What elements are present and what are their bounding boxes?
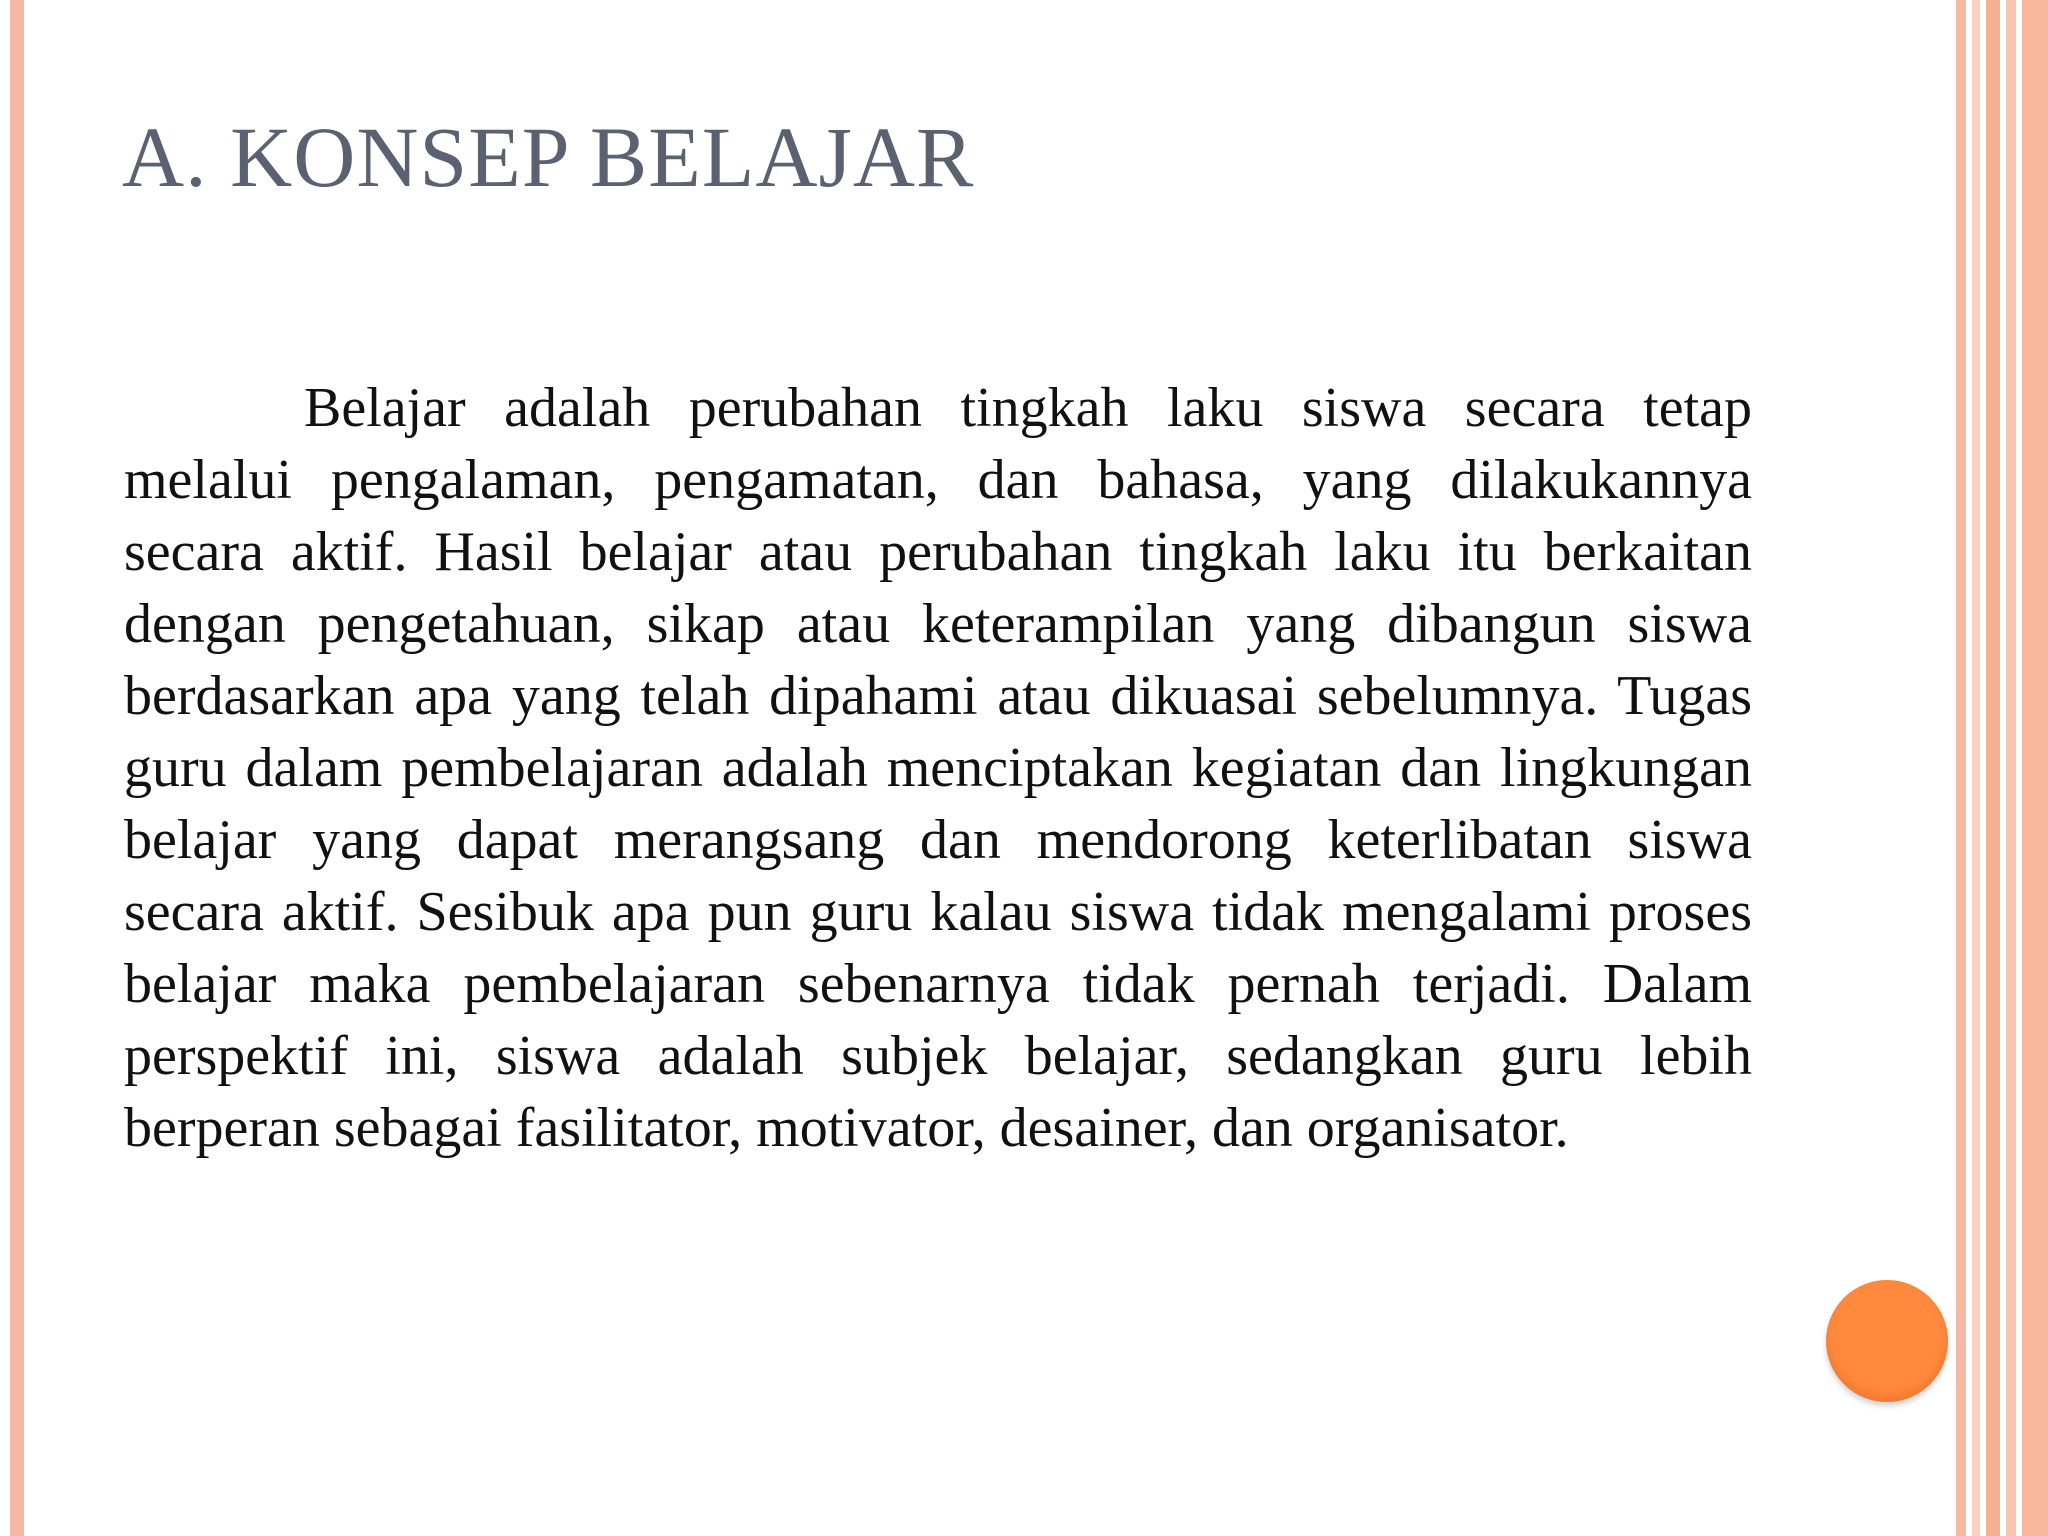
orange-circle-icon xyxy=(1826,1280,1948,1402)
right-accent-stripe xyxy=(2006,0,2016,1536)
right-accent-stripe xyxy=(1986,0,2000,1536)
right-accent-stripe xyxy=(2022,0,2048,1536)
left-accent-stripe xyxy=(10,0,24,1536)
right-accent-stripe xyxy=(1956,0,1966,1536)
right-accent-stripe xyxy=(1972,0,1980,1536)
slide-body-text: Belajar adalah perubahan tingkah laku siswa secara tetap melalui pengalaman, pengamatan, dan bahasa, yang dilakukannya secara aktif. Hasil belajar atau perubahan tingkah laku itu berkaitan dengan pengetahuan, sikap atau keterampilan yang dibangun siswa berdasarkan apa yang telah dipahami atau dikuasai sebelumnya. Tugas guru dalam pembelajaran adalah menciptakan kegiatan dan lingkungan belajar yang dapat merangsang dan mendorong keterlibatan siswa secara aktif. Sesibuk apa pun guru kalau siswa tidak mengalami proses belajar maka pembelajaran sebenarnya tidak pernah terjadi. Dalam perspektif ini, siswa adalah subjek belajar, sedangkan guru lebih berperan sebagai fasilitator, motivator, desainer, dan organisator. xyxy=(124,377,1752,1159)
slide-title: A. KONSEP BELAJAR xyxy=(122,109,975,205)
